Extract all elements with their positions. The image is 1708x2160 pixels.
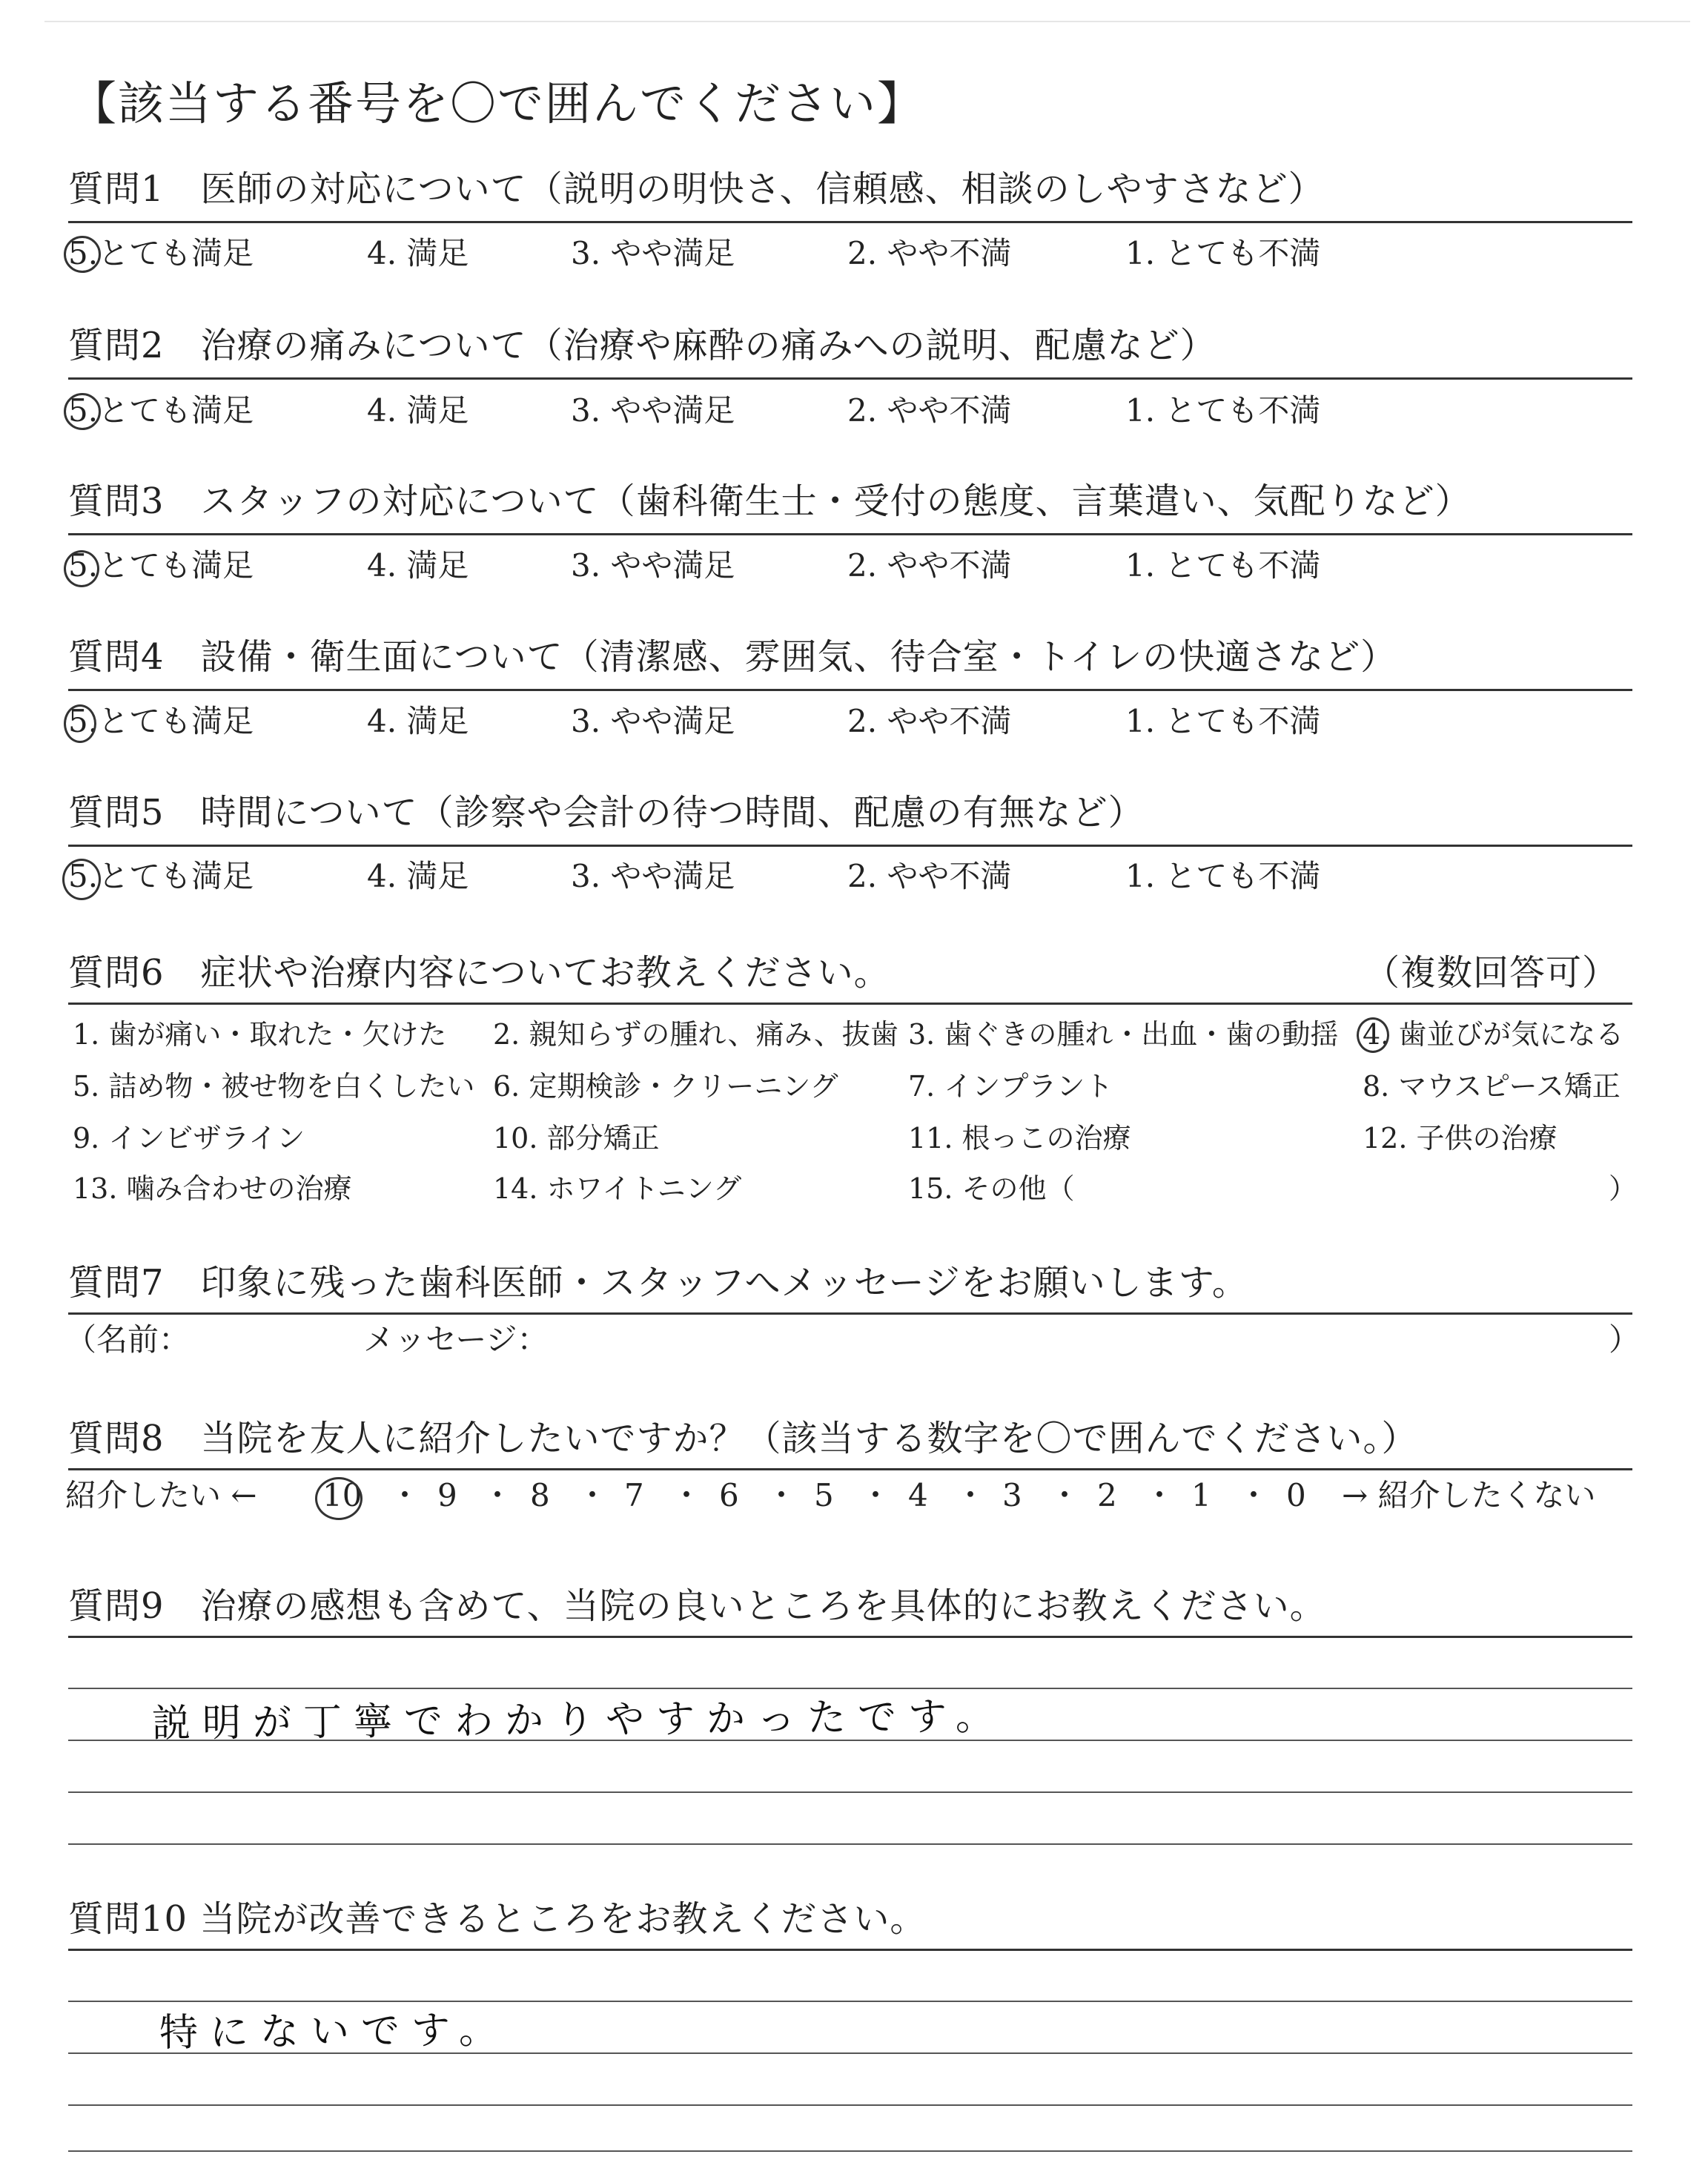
question-4-heading: 質問4 設備・衛生面について（清潔感、雰囲気、待合室・トイレの快適さなど）	[68, 636, 1397, 678]
q6-option-4[interactable]: 4. 歯並びが気になる	[1363, 1018, 1624, 1051]
selection-circle	[64, 704, 96, 743]
q6-option-7[interactable]: 7. インプラント	[908, 1070, 1113, 1103]
q6-option-2[interactable]: 2. 親知らずの腫れ、痛み、抜歯	[493, 1018, 898, 1051]
question-6-heading: 質問6 症状や治療内容についてお教えください。	[68, 952, 890, 994]
scale-10[interactable]: 10	[322, 1477, 363, 1513]
divider	[68, 1003, 1632, 1005]
divider	[68, 845, 1632, 847]
answer-line	[68, 2150, 1632, 2152]
q6-other-close: ）	[1609, 1172, 1638, 1205]
q6-option-3[interactable]: 3. 歯ぐきの腫れ・出血・歯の動揺	[908, 1018, 1339, 1051]
multiple-answers-note: （複数回答可）	[1364, 952, 1619, 994]
q6-option-13[interactable]: 13. 噛み合わせの治療	[73, 1172, 352, 1205]
answer-line	[68, 1688, 1632, 1689]
option-3[interactable]: 3. やや満足	[571, 235, 735, 271]
answer-line	[68, 2001, 1632, 2002]
question-1-heading: 質問1 医師の対応について（説明の明快さ、信頼感、相談のしやすさなど）	[68, 168, 1325, 210]
divider	[68, 1949, 1632, 1951]
q6-option-11[interactable]: 11. 根っこの治療	[908, 1122, 1131, 1155]
option-5[interactable]: 5.とても満足	[68, 392, 254, 429]
option-3[interactable]: 3. やや満足	[571, 392, 735, 429]
answer-line	[68, 1791, 1632, 1793]
scale-dot: ・	[671, 1477, 703, 1513]
scale-dot: ・	[1238, 1477, 1270, 1513]
scale-2[interactable]: 2	[1097, 1477, 1117, 1513]
question-2-heading: 質問2 治療の痛みについて（治療や麻酔の痛みへの説明、配慮など）	[68, 325, 1217, 366]
scan-top-edge	[44, 21, 1690, 22]
q6-option-15[interactable]: 15. その他（	[908, 1172, 1075, 1205]
option-2[interactable]: 2. やや不満	[847, 547, 1012, 584]
scale-1[interactable]: 1	[1191, 1477, 1211, 1513]
option-2[interactable]: 2. やや不満	[847, 392, 1012, 429]
answer-line	[68, 1843, 1632, 1845]
scale-dot: ・	[482, 1477, 514, 1513]
option-5[interactable]: 5.とても満足	[68, 703, 254, 739]
option-4[interactable]: 4. 満足	[367, 547, 469, 584]
selection-circle	[1357, 1017, 1389, 1053]
q6-option-8[interactable]: 8. マウスピース矯正	[1363, 1070, 1621, 1103]
option-4[interactable]: 4. 満足	[367, 703, 469, 739]
q6-option-14[interactable]: 14. ホワイトニング	[493, 1172, 742, 1205]
scale-dot: ・	[389, 1477, 421, 1513]
option-5[interactable]: 5.とても満足	[68, 858, 254, 894]
option-4[interactable]: 4. 満足	[367, 392, 469, 429]
q6-option-9[interactable]: 9. インビザライン	[73, 1122, 305, 1155]
question-3-heading: 質問3 スタッフの対応について（歯科衛生士・受付の態度、言葉遣い、気配りなど）	[68, 480, 1472, 522]
q6-option-12[interactable]: 12. 子供の治療	[1363, 1122, 1558, 1155]
scale-8[interactable]: 8	[530, 1477, 550, 1513]
option-1[interactable]: 1. とても不満	[1125, 703, 1321, 739]
scale-5[interactable]: 5	[814, 1477, 834, 1513]
selection-circle	[64, 393, 101, 430]
divider	[68, 1312, 1632, 1315]
question-5-heading: 質問5 時間について（診察や会計の待つ時間、配慮の有無など）	[68, 792, 1145, 833]
option-3[interactable]: 3. やや満足	[571, 547, 735, 584]
q6-option-1[interactable]: 1. 歯が痛い・取れた・欠けた	[73, 1018, 447, 1051]
scale-0[interactable]: 0	[1286, 1477, 1306, 1513]
option-3[interactable]: 3. やや満足	[571, 703, 735, 739]
divider	[68, 221, 1632, 223]
scale-dot: ・	[955, 1477, 987, 1513]
page-title: 【該当する番号を〇で囲んでください】	[70, 76, 925, 131]
divider	[68, 1468, 1632, 1470]
scale-4[interactable]: 4	[908, 1477, 928, 1513]
option-1[interactable]: 1. とても不満	[1125, 547, 1321, 584]
divider	[68, 377, 1632, 380]
option-4[interactable]: 4. 満足	[367, 235, 469, 271]
option-1[interactable]: 1. とても不満	[1125, 235, 1321, 271]
question-10-heading: 質問10 当院が改善できるところをお教えください。	[68, 1898, 927, 1940]
scale-3[interactable]: 3	[1002, 1477, 1022, 1513]
scale-left-label: 紹介したい ←	[65, 1477, 257, 1513]
scale-7[interactable]: 7	[624, 1477, 644, 1513]
option-1[interactable]: 1. とても不満	[1125, 858, 1321, 894]
scale-6[interactable]: 6	[719, 1477, 739, 1513]
question-7-heading: 質問7 印象に残った歯科医師・スタッフへメッセージをお願いします。	[68, 1262, 1248, 1304]
scale-9[interactable]: 9	[437, 1477, 457, 1513]
option-5[interactable]: 5.とても満足	[68, 547, 254, 584]
question-9-heading: 質問9 治療の感想も含めて、当院の良いところを具体的にお教えください。	[68, 1585, 1326, 1627]
name-label: （名前：	[65, 1321, 191, 1358]
message-close: ）	[1609, 1321, 1641, 1358]
option-2[interactable]: 2. やや不満	[847, 858, 1012, 894]
question-8-heading: 質問8 当院を友人に紹介したいですか？（該当する数字を〇で囲んでください。）	[68, 1418, 1418, 1459]
q10-handwritten-answer[interactable]: 特にないです。	[159, 2007, 510, 2056]
scale-dot: ・	[766, 1477, 798, 1513]
scale-dot: ・	[1144, 1477, 1176, 1513]
selection-circle	[315, 1477, 363, 1520]
option-3[interactable]: 3. やや満足	[571, 858, 735, 894]
scale-dot: ・	[1049, 1477, 1081, 1513]
option-2[interactable]: 2. やや不満	[847, 703, 1012, 739]
option-2[interactable]: 2. やや不満	[847, 235, 1012, 271]
scale-right-label: → 紹介したくない	[1342, 1477, 1596, 1513]
divider	[68, 1636, 1632, 1638]
option-5[interactable]: 5.とても満足	[68, 235, 254, 271]
q9-handwritten-answer[interactable]: 説明が丁寧でわかりやすかったです。	[151, 1694, 1007, 1747]
option-1[interactable]: 1. とても不満	[1125, 392, 1321, 429]
selection-circle	[64, 550, 99, 587]
selection-circle	[62, 859, 101, 900]
q6-option-5[interactable]: 5. 詰め物・被せ物を白くしたい	[73, 1070, 475, 1103]
message-label: メッセージ：	[363, 1321, 549, 1358]
divider	[68, 689, 1632, 691]
selection-circle	[64, 236, 101, 273]
scale-dot: ・	[860, 1477, 892, 1513]
q6-option-10[interactable]: 10. 部分矯正	[493, 1122, 660, 1155]
scale-dot: ・	[577, 1477, 609, 1513]
divider	[68, 533, 1632, 535]
q6-option-6[interactable]: 6. 定期検診・クリーニング	[493, 1070, 838, 1103]
answer-line	[68, 2104, 1632, 2106]
option-4[interactable]: 4. 満足	[367, 858, 469, 894]
